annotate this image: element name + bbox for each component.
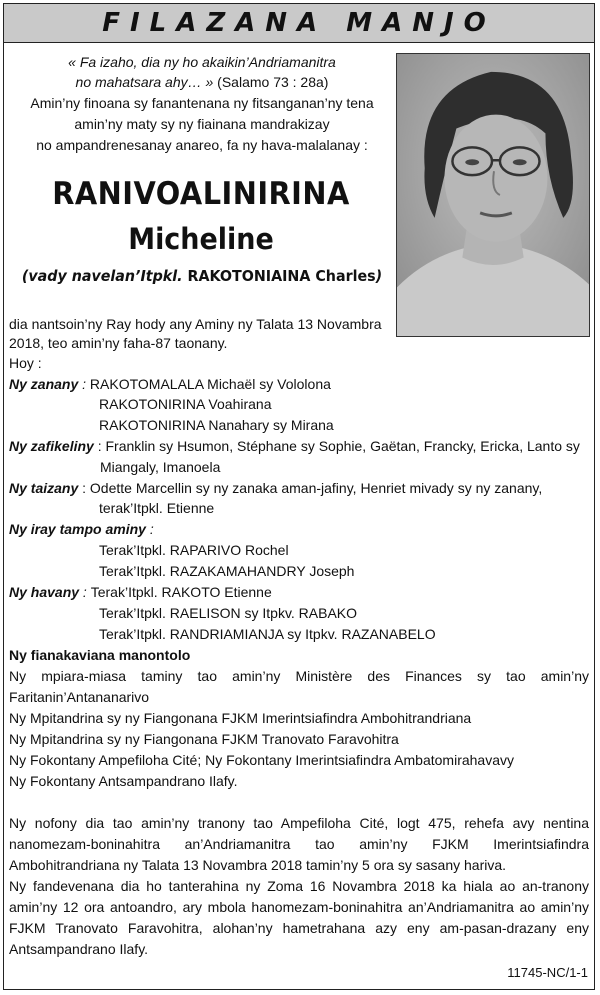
- zafikeliny-text: : Franklin sy Hsumon, Stéphane sy Sophie, Gaëtan, Francky, Ericka, Lanto sy: [93, 438, 580, 454]
- spouse-line: [22, 265, 383, 287]
- quote-text-end: no mahatsara ahy… »: [75, 74, 214, 90]
- spouse-suffix: ): [375, 267, 383, 285]
- iray-tampo-item: Terak’Itpkl. RAPARIVO Rochel: [99, 542, 289, 558]
- notice-p1-line: Ambohitrandriana ny Talata 13 Novambra 2018 tamin’ny 5 ora sy sasany hariva.: [9, 857, 507, 873]
- zafikeliny-label: Ny zafikeliny: [9, 438, 94, 454]
- death-line-2: 2018, teo amin’ny faha-87 taonany.: [9, 335, 228, 351]
- quote-reference: (Salamo 73 : 28a): [213, 74, 329, 90]
- zanany-item: RAKOTONIRINA Voahirana: [99, 396, 272, 412]
- notice-p2-line: Antsampandrano Ilafy.: [9, 941, 149, 957]
- fianakaviana-heading: Ny fianakaviana manontolo: [9, 647, 191, 663]
- iray-tampo-row: [9, 519, 154, 539]
- intro-line-5: no ampandrenesanay anareo, fa ny hava-malalanay :: [36, 137, 368, 153]
- iray-tampo-label: Ny iray tampo aminy: [9, 521, 146, 537]
- zanany-item: RAKOTOMALALA Michaël sy Vololona: [89, 376, 331, 392]
- header-title: FILAZANA MANJO: [102, 8, 496, 38]
- zanany-colon: :: [78, 376, 90, 392]
- deceased-surname: RANIVOALINIRINA: [52, 176, 350, 212]
- hoy-label: Hoy :: [9, 355, 42, 371]
- spouse-name: RAKOTONIAINA Charles: [187, 267, 376, 285]
- havany-item: Terak’Itpkl. RAKOTO Etienne: [90, 584, 272, 600]
- havany-item: Terak’Itpkl. RANDRIAMIANJA sy Itpkv. RAZANABELO: [99, 626, 436, 642]
- notice-p1-line: Ny nofony dia tao amin’ny tranony tao Ampefiloha Cité, logt 475, rehefa avy nentina: [9, 815, 589, 831]
- notice-p2-line: amin’ny 12 ora antoandro, ary mbola hanomezam-boninahitra an’Andriamanitra ao amin’ny: [9, 899, 589, 915]
- notice-p2-line: Ny fandevenana dia ho tanterahina ny Zoma 16 Novambra 2018 ka hiala ao an-tranony: [9, 878, 589, 894]
- fianakaviana-line: Ny mpiara-miasa taminy tao amin’ny Ministère des Finances sy tao amin’ny: [9, 668, 589, 684]
- intro-line-4: amin’ny maty sy ny fiainana mandrakizay: [74, 116, 330, 132]
- taizany-text: : Odette Marcellin sy ny zanaka aman-jafiny, Henriet mivady sy ny zanany,: [78, 480, 543, 496]
- quote-line-2: [12, 72, 392, 92]
- deceased-photo: [396, 53, 590, 337]
- havany-label: Ny havany: [9, 584, 80, 600]
- zafikeliny-row: [9, 436, 580, 456]
- portrait-image: [397, 54, 589, 336]
- zanany-label: Ny zanany: [9, 376, 79, 392]
- announcement-header: [3, 3, 595, 43]
- quote-line-1: « Fa izaho, dia ny ho akaikin’Andriamanitra: [68, 54, 336, 70]
- taizany-row: [9, 478, 542, 498]
- fianakaviana-line: Ny Mpitandrina sy ny Fiangonana FJKM Imerintsiafindra Ambohitrandriana: [9, 710, 472, 726]
- havany-item: Terak’Itpkl. RAELISON sy Itpkv. RABAKO: [99, 605, 358, 621]
- death-line-1: dia nantsoin’ny Ray hody any Aminy ny Talata 13 Novambra: [9, 316, 382, 332]
- intro-line-3: Amin’ny finoana sy fanantenana ny fitsanganan’ny tena: [30, 95, 374, 111]
- spouse-prefix: (vady navelan’Itpkl.: [21, 267, 188, 285]
- zafikeliny-text-2: Miangaly, Imanoela: [100, 459, 221, 475]
- fianakaviana-line: Ny Fokontany Ampefiloha Cité; Ny Fokontany Imerintsiafindra Ambatomirahavavy: [9, 752, 515, 768]
- reference-code: 11745-NC/1-1: [507, 965, 588, 980]
- notice-p2-line: FJKM Tranovato Faravohitra, alohan’ny hametrahana azy eny am-pasan-drazany eny: [9, 920, 589, 936]
- zanany-item: RAKOTONIRINA Nanahary sy Mirana: [99, 417, 334, 433]
- fianakaviana-line: Ny Mpitandrina sy ny Fiangonana FJKM Tranovato Faravohitra: [9, 731, 399, 747]
- taizany-label: Ny taizany: [9, 480, 79, 496]
- fianakaviana-line: Faritanin’Antananarivo: [9, 689, 150, 705]
- iray-tampo-colon: :: [145, 521, 154, 537]
- iray-tampo-item: Terak’Itpkl. RAZAKAMAHANDRY Joseph: [99, 563, 355, 579]
- deceased-first-name: Micheline: [128, 222, 274, 256]
- taizany-text-2: terak’Itpkl. Etienne: [99, 500, 215, 516]
- havany-colon: :: [79, 584, 91, 600]
- fianakaviana-line: Ny Fokontany Antsampandrano Ilafy.: [9, 773, 238, 789]
- havany-row: [9, 582, 272, 602]
- notice-p1-line: nanomezam-boninahitra an’Andriamanitra tao amin’ny FJKM Imerintsiafindra: [9, 836, 589, 852]
- zanany-row: [9, 374, 331, 394]
